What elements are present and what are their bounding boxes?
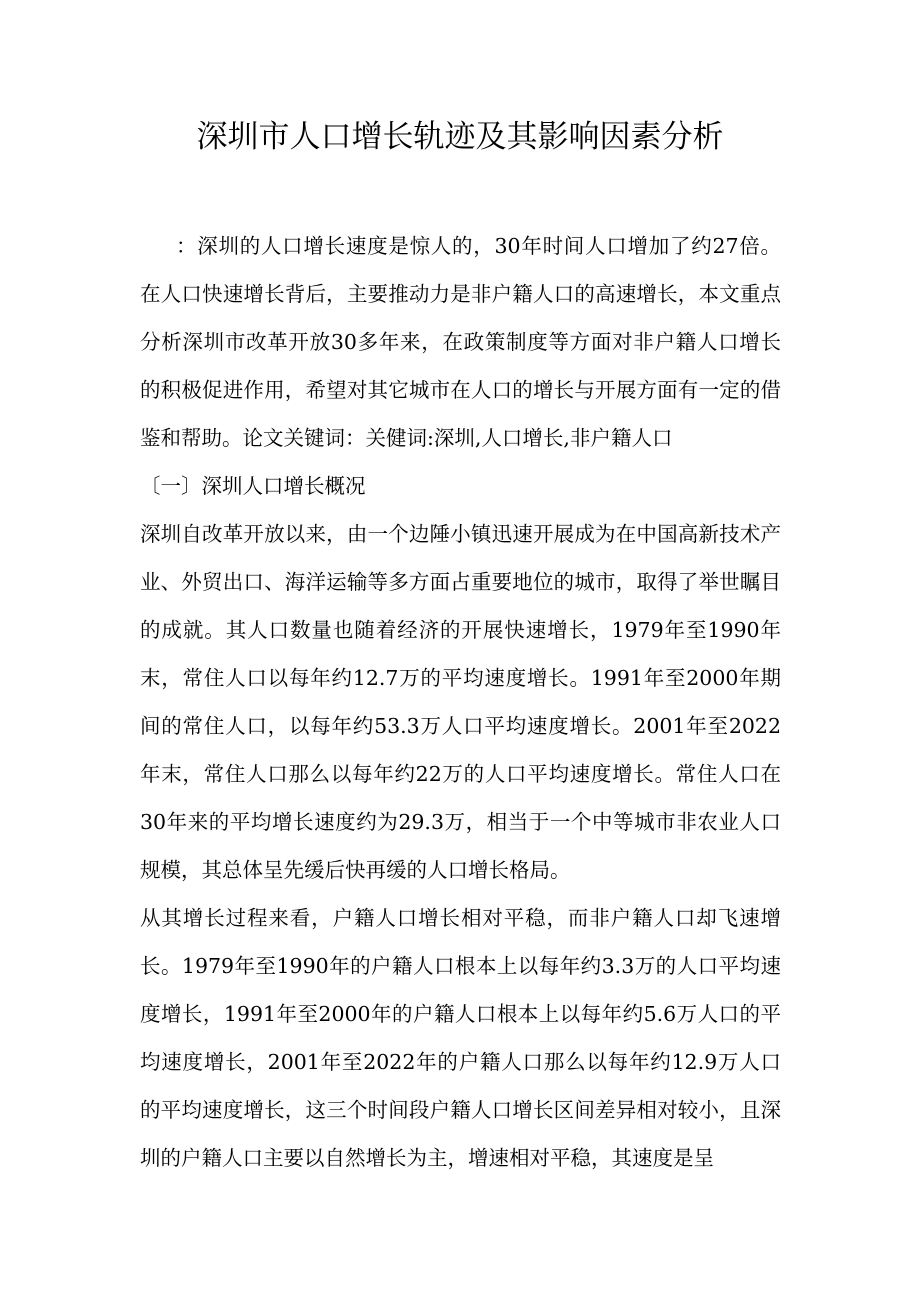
document-body (140, 222, 781, 1182)
page-title: 深圳市人口增长轨迹及其影响因素分析 (196, 119, 724, 155)
body-paragraph-2: 从其增长过程来看，户籍人口增长相对平稳，而非户籍人口却飞速增长。1979年至1990年的户籍人口根本上以每年约3.3万的人口平均速度增长，1991年至2000年的户籍人口根本上以每年约5.6万人口的平均速度增长，2001年至2022年的户籍人口那么以每年约12.9万人口的平均速度增长，这三个时间段户籍人口增长区间差异相对较小，且深圳的户籍人口主要以自然增长为主，增速相对平稳，其速度是呈 (140, 906, 781, 1170)
body-paragraph-1: 深圳自改革开放以来，由一个边陲小镇迅速开展成为在中国高新技术产业、外贸出口、海洋运输等多方面占重要地位的城市，取得了举世瞩目的成就。其人口数量也随着经济的开展快速增长，1979年至1990年末，常住人口以每年约12.7万的平均速度增长。1991年至2000年期间的常住人口，以每年约53.3万人口平均速度增长。2001年至2022年末，常住人口那么以每年约22万的人口平均速度增长。常住人口在30年来的平均增长速度约为29.3万，相当于一个中等城市非农业人口规模，其总体呈先缓后快再缓的人口增长格局。 (140, 522, 781, 882)
abstract-paragraph: ：深圳的人口增长速度是惊人的，30年时间人口增加了约27倍。在人口快速增长背后，主要推动力是非户籍人口的高速增长，本文重点分析深圳市改革开放30多年来，在政策制度等方面对非户籍人口增长的积极促进作用，希望对其它城市在人口的增长与开展方面有一定的借鉴和帮助。论文关键词：关健词:深圳,人口增长,非户籍人口 (140, 234, 781, 450)
section-heading: 〔一〕深圳人口增长概况 (140, 474, 366, 498)
